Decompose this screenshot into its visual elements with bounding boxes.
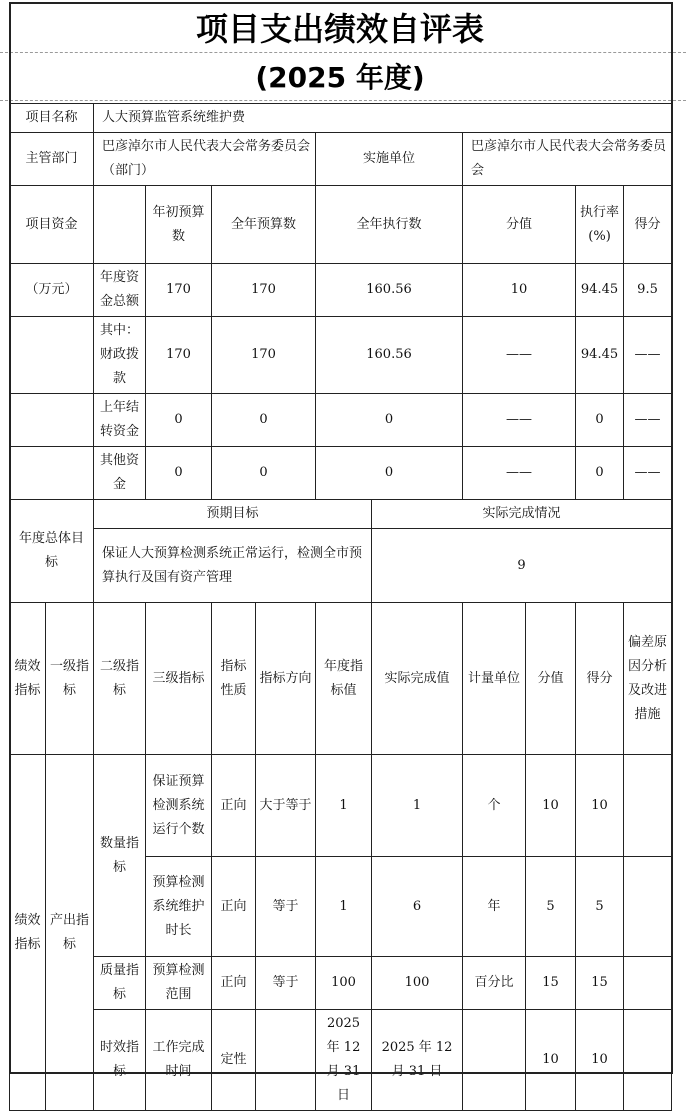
funds-row-rate: 94.45: [576, 264, 624, 317]
perf-target: 2025 年 12 月 31 日: [316, 1010, 372, 1111]
funds-row-score: 9.5: [624, 264, 672, 317]
perf-qty-label: 数量指标: [94, 755, 146, 957]
perf-header-c12: 偏差原因分析及改进措施: [624, 603, 672, 755]
perf-header-c9: 计量单位: [463, 603, 526, 755]
goal-label: 年度总体目标: [10, 500, 94, 603]
funds-row-full: 0: [212, 394, 316, 447]
funds-row-name: 其中：财政拨款: [94, 317, 146, 394]
perf-header-c10: 分值: [526, 603, 576, 755]
perf-target: 1: [316, 755, 372, 857]
funds-header-exec: 全年执行数: [316, 186, 463, 264]
perf-header-c8: 实际完成值: [372, 603, 463, 755]
perf-time-label: 时效指标: [94, 1010, 146, 1111]
funds-header-score-value: 分值: [463, 186, 576, 264]
funds-header-rate: 执行率 (%): [576, 186, 624, 264]
empty-cell: [10, 394, 94, 447]
dept-value: 巴彦淖尔市人民代表大会常务委员会（部门）: [94, 133, 316, 186]
perf-group-label: 绩效指标: [10, 755, 46, 1111]
perf-deviation: [624, 755, 672, 857]
perf-nature: 定性: [212, 1010, 256, 1111]
funds-row-score: ——: [624, 394, 672, 447]
perf-direction: [256, 1010, 316, 1111]
perf-score: 10: [576, 1010, 624, 1111]
goal-actual-label: 实际完成情况: [372, 500, 672, 529]
perf-nature: 正向: [212, 857, 256, 957]
perf-score-value: 10: [526, 1010, 576, 1111]
perf-unit: [463, 1010, 526, 1111]
form-title: 项目支出绩效自评表: [195, 10, 484, 48]
goal-expected-text: 保证人大预算检测系统正常运行，检测全市预算执行及国有资产管理: [94, 529, 372, 603]
perf-direction: 大于等于: [256, 755, 316, 857]
funds-row-name: 其他资金: [94, 447, 146, 500]
funds-row: [10, 317, 672, 394]
perf-target: 1: [316, 857, 372, 957]
empty-cell: [94, 186, 146, 264]
funds-row-exec: 0: [316, 447, 463, 500]
perf-header-row: [10, 603, 672, 755]
department-row: [10, 133, 672, 186]
perf-row: [10, 957, 672, 1010]
funds-unit: （万元）: [10, 264, 94, 317]
perf-deviation: [624, 857, 672, 957]
funds-row-init: 170: [146, 317, 212, 394]
divider-line: [0, 100, 686, 101]
funds-row-score-value: ——: [463, 394, 576, 447]
goal-content-row: [10, 529, 672, 603]
perf-row: [10, 755, 672, 857]
perf-score-value: 10: [526, 755, 576, 857]
perf-target: 100: [316, 957, 372, 1010]
goal-header-row: [10, 500, 672, 529]
perf-nature: 正向: [212, 957, 256, 1010]
funds-header-row: [10, 186, 672, 264]
perf-unit: 年: [463, 857, 526, 957]
funds-row-init: 170: [146, 264, 212, 317]
perf-header-c1: 绩效指标: [10, 603, 46, 755]
funds-row-init: 0: [146, 394, 212, 447]
funds-row-score-value: 10: [463, 264, 576, 317]
perf-score: 15: [576, 957, 624, 1010]
funds-row-score: ——: [624, 447, 672, 500]
divider-line: [0, 52, 686, 53]
perf-score: 5: [576, 857, 624, 957]
perf-actual: 100: [372, 957, 463, 1010]
funds-row-name: 上年结转资金: [94, 394, 146, 447]
empty-cell: [10, 447, 94, 500]
perf-header-c4: 三级指标: [146, 603, 212, 755]
funds-row-full: 170: [212, 317, 316, 394]
perf-l3: 预算检测系统维护时长: [146, 857, 212, 957]
perf-l3: 工作完成时间: [146, 1010, 212, 1111]
perf-header-c7: 年度指标值: [316, 603, 372, 755]
perf-deviation: [624, 1010, 672, 1111]
project-name-label: 项目名称: [10, 104, 94, 133]
perf-header-c5: 指标性质: [212, 603, 256, 755]
funds-header-init: 年初预算数: [146, 186, 212, 264]
empty-cell: [10, 317, 94, 394]
impl-value: 巴彦淖尔市人民代表大会常务委员会: [463, 133, 672, 186]
evaluation-table: [9, 103, 672, 1111]
goal-actual-text: 9: [372, 529, 672, 603]
perf-score-value: 5: [526, 857, 576, 957]
funds-row-score-value: ——: [463, 317, 576, 394]
perf-unit: 百分比: [463, 957, 526, 1010]
perf-header-c3: 二级指标: [94, 603, 146, 755]
perf-header-c6: 指标方向: [256, 603, 316, 755]
perf-l3: 预算检测范围: [146, 957, 212, 1010]
perf-actual: 2025 年 12 月 31 日: [372, 1010, 463, 1111]
funds-row-score-value: ——: [463, 447, 576, 500]
funds-header-full: 全年预算数: [212, 186, 316, 264]
funds-row-full: 0: [212, 447, 316, 500]
funds-row-rate: 0: [576, 394, 624, 447]
perf-deviation: [624, 957, 672, 1010]
perf-unit: 个: [463, 755, 526, 857]
funds-row-exec: 0: [316, 394, 463, 447]
perf-score: 10: [576, 755, 624, 857]
funds-row-name: 年度资金总额: [94, 264, 146, 317]
perf-level1-label: 产出指标: [46, 755, 94, 1111]
funds-row-exec: 160.56: [316, 264, 463, 317]
perf-direction: 等于: [256, 857, 316, 957]
project-name-value: 人大预算监管系统维护费: [94, 104, 672, 133]
perf-header-c11: 得分: [576, 603, 624, 755]
form-year: (2025 年度): [255, 61, 425, 94]
funds-row-score: ——: [624, 317, 672, 394]
perf-header-c2: 一级指标: [46, 603, 94, 755]
funds-row-rate: 94.45: [576, 317, 624, 394]
perf-l3: 保证预算检测系统运行个数: [146, 755, 212, 857]
perf-actual: 1: [372, 755, 463, 857]
funds-row-exec: 160.56: [316, 317, 463, 394]
impl-label: 实施单位: [316, 133, 463, 186]
perf-row: [10, 1010, 672, 1111]
funds-row: [10, 394, 672, 447]
perf-nature: 正向: [212, 755, 256, 857]
perf-score-value: 15: [526, 957, 576, 1010]
funds-row-full: 170: [212, 264, 316, 317]
perf-direction: 等于: [256, 957, 316, 1010]
dept-label: 主管部门: [10, 133, 94, 186]
perf-actual: 6: [372, 857, 463, 957]
perf-quality-label: 质量指标: [94, 957, 146, 1010]
funds-row-init: 0: [146, 447, 212, 500]
funds-row: [10, 447, 672, 500]
funds-row: [10, 264, 672, 317]
funds-header-score: 得分: [624, 186, 672, 264]
funds-label: 项目资金: [10, 186, 94, 264]
project-name-row: [10, 104, 672, 133]
goal-expected-label: 预期目标: [94, 500, 372, 529]
funds-row-rate: 0: [576, 447, 624, 500]
